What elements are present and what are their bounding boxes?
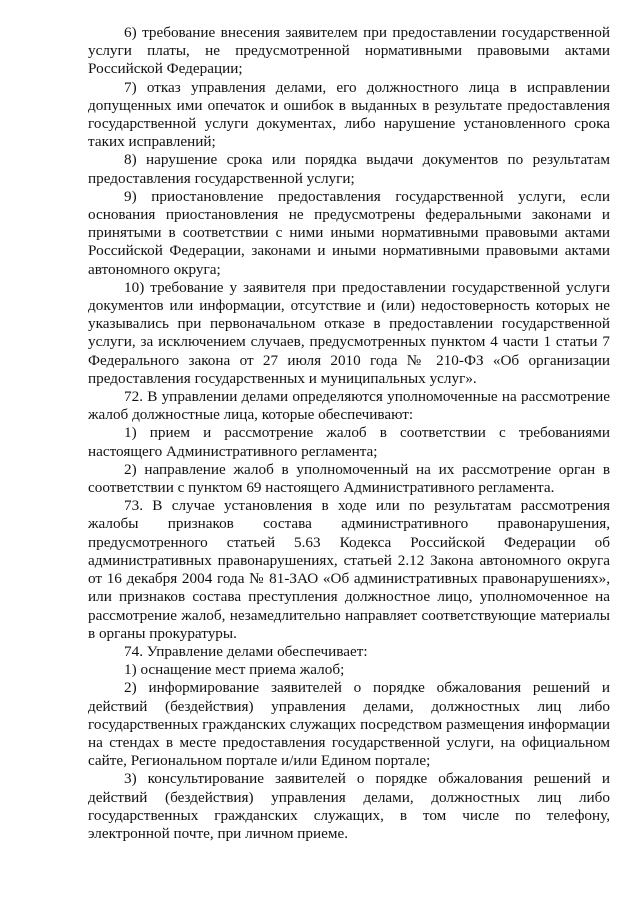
paragraph-74-item-1: 1) оснащение мест приема жалоб; bbox=[124, 661, 345, 679]
paragraph-item-9-suspension: 9) приостановление предоставления государственной услуги, если основания приостановления не предусмотрены федеральными законами и принятыми в соответствии с ними иными нормативными правовыми актами Российской Федерации, законами и иными нормативными правовыми актами автономного округа; bbox=[88, 187, 610, 278]
paragraph-72-item-2: 2) направление жалоб в уполномоченный на их рассмотрение орган в соответствии с пунктом 69 настоящего Административного регламента. bbox=[88, 460, 610, 497]
document-page bbox=[88, 24, 610, 843]
paragraph-74-item-3: 3) консультирование заявителей о порядке обжалования решений и действий (бездействия) управления делами, должностных лиц либо государственных гражданских служащих, в том числе по телефону, электронной почте, при личном приеме. bbox=[88, 770, 610, 842]
paragraph-section-72: 72. В управлении делами определяются уполномоченные на рассмотрение жалоб должностные лица, которые обеспечивают: bbox=[88, 388, 610, 424]
paragraph-section-74: 74. Управление делами обеспечивает: bbox=[124, 642, 368, 660]
paragraph-item-10-document-requirement: 10) требование у заявителя при предоставлении государственной услуги документов или информации, отсутствие и (или) недостоверность которых не указывались при первоначальном отказе в предоставлении государственной услуги, за исключением случаев, предусмотренных пунктом 4 части 1 статьи 7 Федерального закона от 27 июля 2010 года № 210-ФЗ «Об организации предоставления государственных и муниципальных услуг». bbox=[88, 278, 610, 387]
paragraph-74-item-2: 2) информирование заявителей о порядке обжалования решений и действий (бездействия) управления делами, должностных лиц либо государственных гражданских служащих посредством размещения информации на стендах в месте предоставления государственной услуги, на официальном сайте, Региональном портале и/или Едином портале; bbox=[88, 679, 610, 770]
paragraph-section-73: 73. В случае установления в ходе или по результатам рассмотрения жалобы признаков состава административного правонарушения, предусмотренного статьей 5.63 Кодекса Российской Федерации об административных правонарушениях, статьей 2.12 Закона автономного округа от 16 декабря 2004 года № 81-ЗАО «Об административных правонарушениях», или признаков состава преступления должностное лицо, уполномоченное на рассмотрение жалоб, незамедлительно направляет соответствующие материалы в органы прокуратуры. bbox=[88, 497, 610, 642]
paragraph-item-8-issuance-violation: 8) нарушение срока или порядка выдачи документов по результатам предоставления государственной услуги; bbox=[88, 151, 610, 187]
paragraph-72-item-1: 1) прием и рассмотрение жалоб в соответствии с требованиями настоящего Административного регламента; bbox=[88, 424, 610, 460]
paragraph-item-7-correction-refusal: 7) отказ управления делами, его должностного лица в исправлении допущенных ими опечаток и ошибок в выданных в результате предоставления государственной услуги документах, либо нарушение установленного срока таких исправлений; bbox=[88, 78, 610, 151]
paragraph-item-6-fee-requirement: 6) требование внесения заявителем при предоставлении государственной услуги платы, не предусмотренной нормативными правовыми актами Российской Федерации; bbox=[88, 24, 610, 78]
